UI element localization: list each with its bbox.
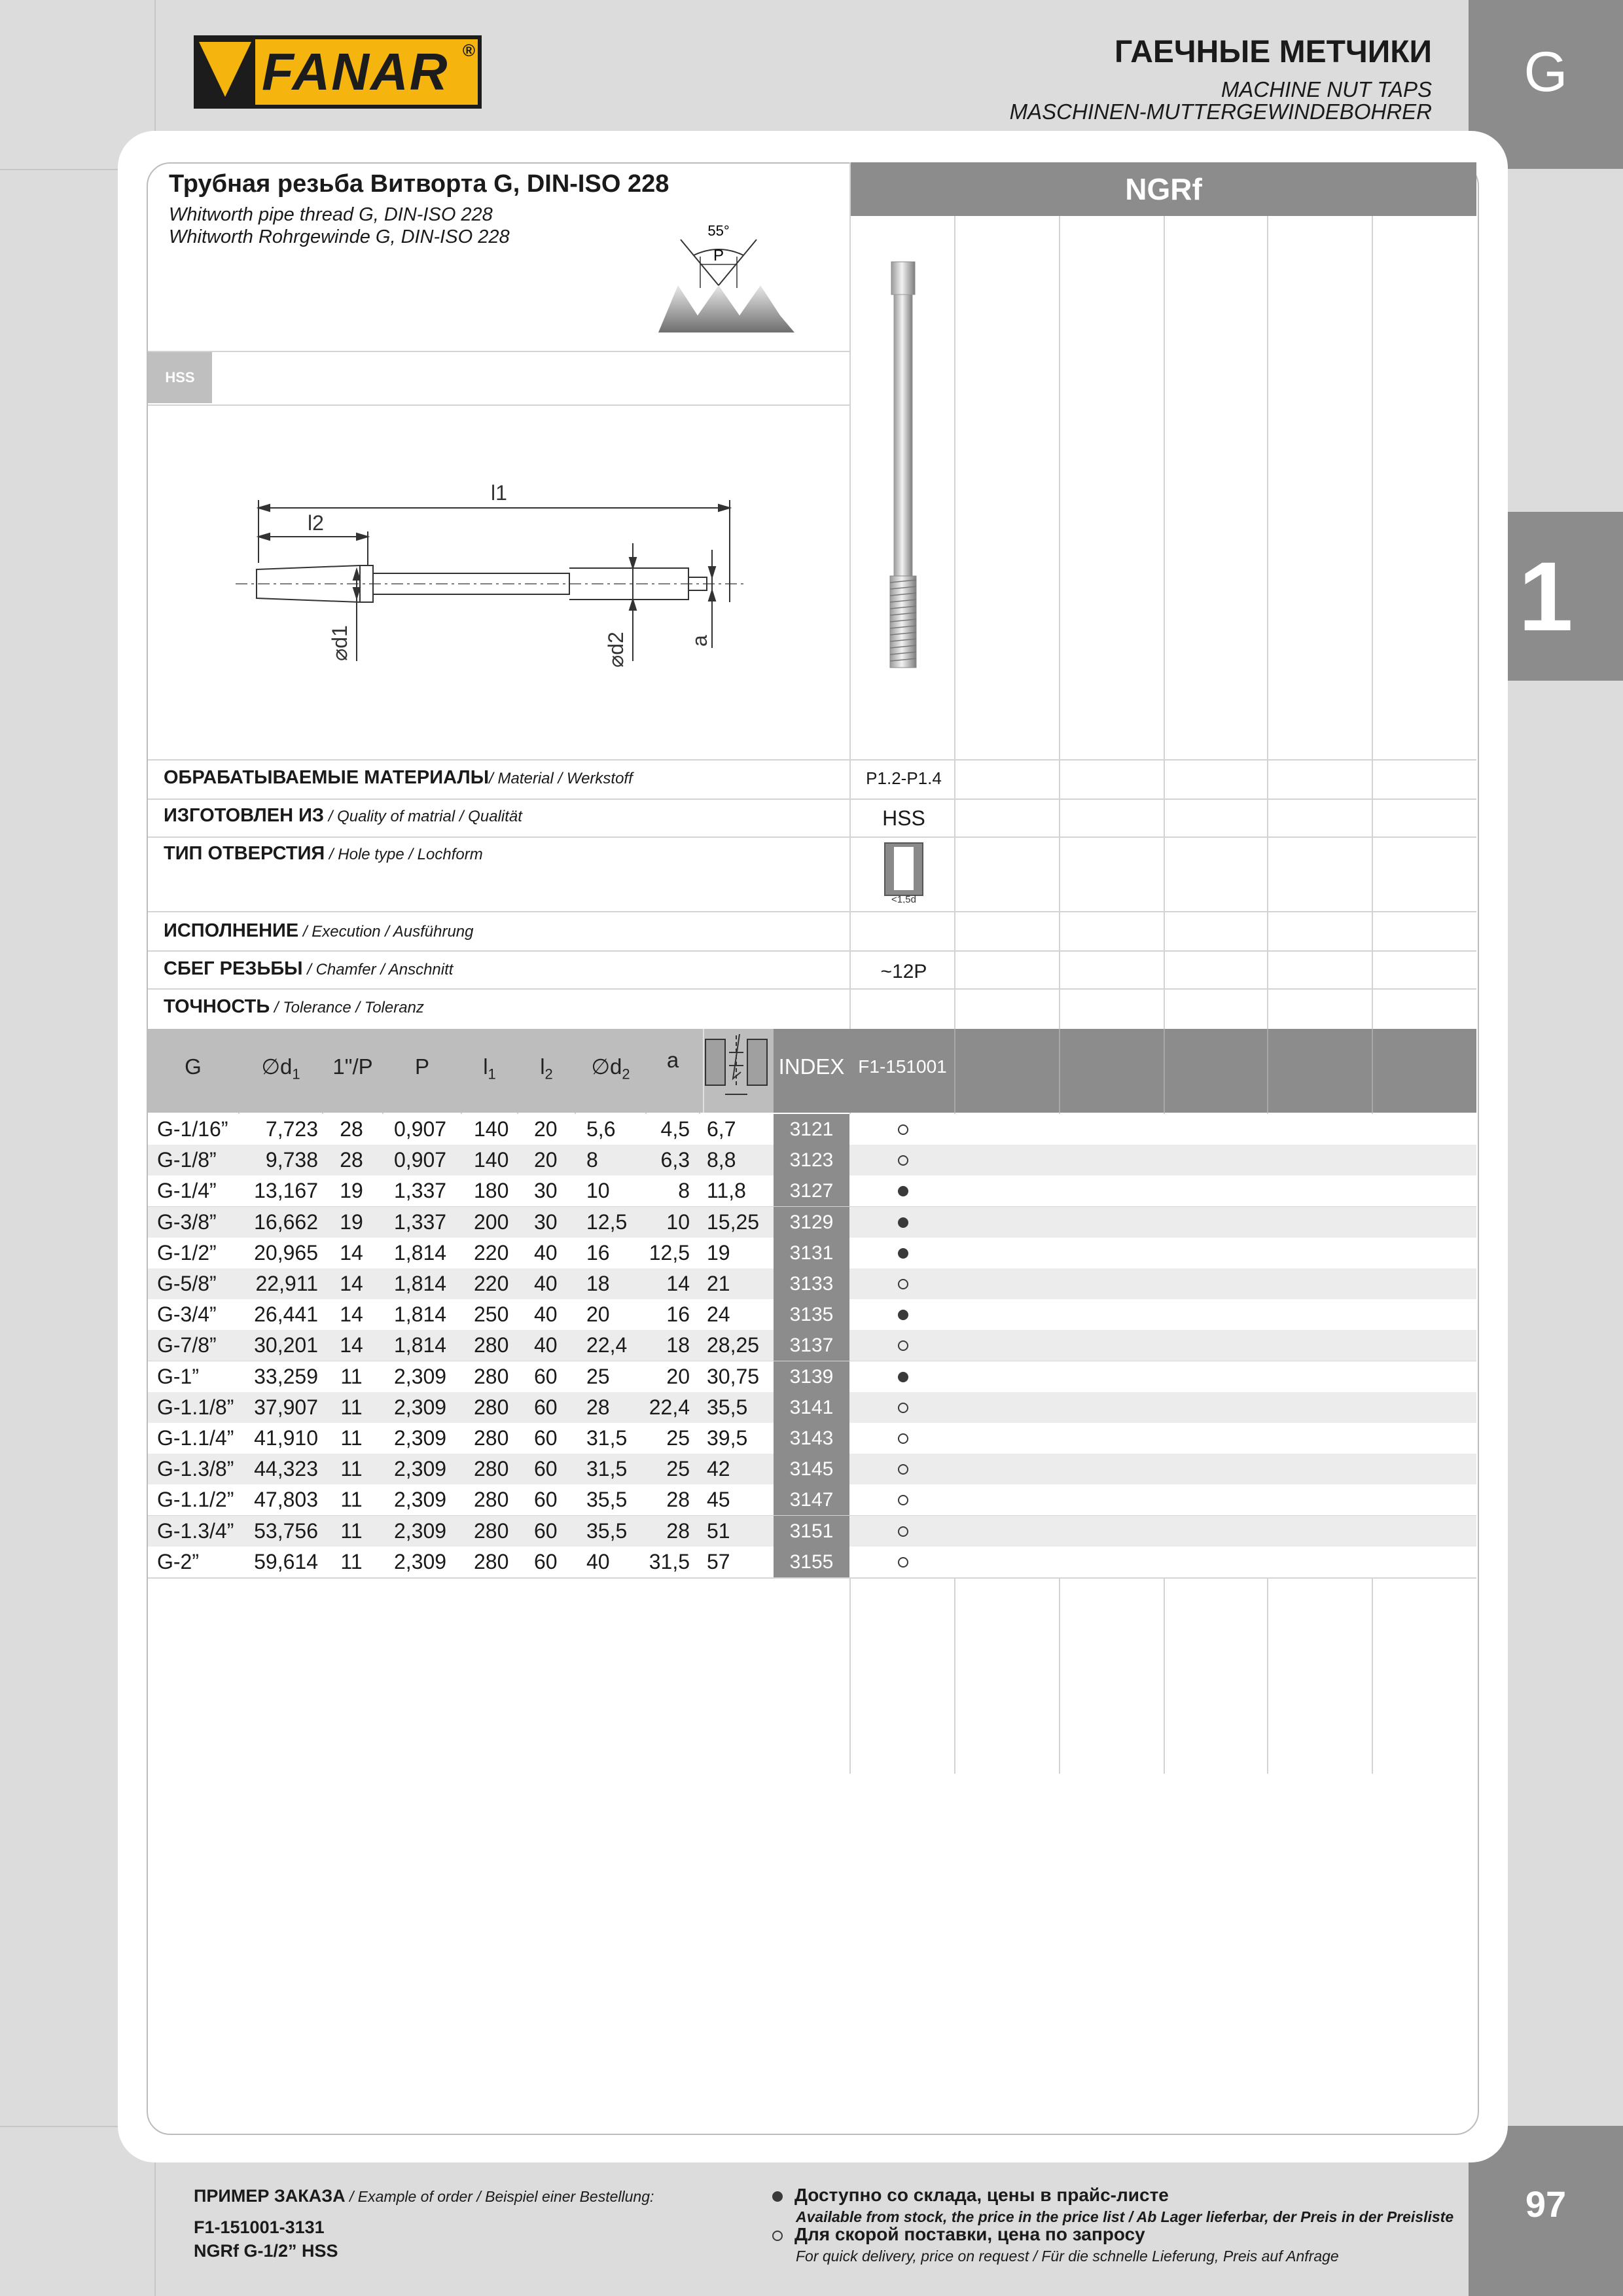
cell-l1: 200 (474, 1210, 509, 1234)
cell-l2: 20 (534, 1117, 558, 1141)
property-chamfer: СБЕГ РЕЗЬБЫ / Chamfer / Anschnitt (164, 958, 454, 979)
thread-depth-icon (702, 1033, 771, 1105)
order-example-desc: NGRf G-1/2” HSS (194, 2241, 338, 2261)
on-request-icon (898, 1526, 908, 1537)
property-tolerance: ТОЧНОСТЬ / Tolerance / Toleranz (164, 996, 424, 1017)
cell-tpi: 28 (340, 1117, 363, 1141)
cell-g: G-2” (157, 1549, 199, 1573)
col-l2: $l_2$ (540, 1054, 553, 1083)
cell-index: 3137 (774, 1330, 849, 1361)
cell-a: 18 (666, 1333, 690, 1357)
cell-index: 3123 (774, 1145, 849, 1175)
thread-angle: 55° (707, 223, 730, 239)
cell-a: 22,4 (649, 1395, 690, 1419)
cell-a: 28 (666, 1518, 690, 1543)
brand-logo (194, 35, 482, 109)
cell-tpi: 14 (340, 1302, 363, 1327)
cell-depth: 11,8 (707, 1179, 746, 1203)
cell-g: G-1.1/4” (157, 1426, 234, 1450)
cell-index: 3143 (774, 1423, 849, 1454)
cell-l2: 40 (534, 1333, 558, 1357)
in-stock-icon (898, 1248, 908, 1259)
cell-d2: 40 (586, 1549, 610, 1573)
registered-mark: ® (462, 41, 475, 60)
cell-tpi: 14 (340, 1272, 363, 1295)
cell-tpi: 28 (340, 1148, 363, 1172)
cell-d2: 28 (586, 1395, 610, 1419)
tap-product-image (877, 255, 929, 700)
cell-g: G-1/4” (157, 1179, 217, 1203)
cell-l2: 60 (534, 1518, 558, 1543)
cell-index: 3147 (774, 1484, 849, 1515)
cell-a: 25 (666, 1426, 690, 1450)
cell-depth: 51 (707, 1518, 730, 1543)
cell-d2: 16 (586, 1240, 610, 1265)
cell-index: 3129 (774, 1207, 849, 1238)
cell-g: G-1/2” (157, 1240, 217, 1265)
request-legend: Для скорой поставки, цена по запросу (794, 2224, 1145, 2244)
cell-a: 31,5 (649, 1549, 690, 1573)
property-material: ОБРАБАТЫВАЕМЫЕ МАТЕРИАЛЫ/ Material / Werkstoff (164, 767, 633, 788)
cell-depth: 42 (707, 1457, 730, 1481)
stock-dot-icon (772, 2191, 783, 2202)
cell-d1: 20,965 (254, 1240, 318, 1265)
cell-index: 3121 (774, 1114, 849, 1145)
cell-p: 2,309 (394, 1457, 447, 1481)
cell-d1: 16,662 (254, 1210, 318, 1234)
col-a: a (666, 1048, 679, 1072)
cell-a: 8 (678, 1179, 690, 1203)
cell-d2: 31,5 (586, 1457, 628, 1481)
cell-l2: 60 (534, 1549, 558, 1573)
cell-d1: 44,323 (254, 1457, 318, 1481)
cell-index: 3145 (774, 1454, 849, 1484)
cell-tpi: 14 (340, 1333, 363, 1357)
cell-l1: 280 (474, 1333, 509, 1357)
cell-g: G-1/8” (157, 1148, 217, 1172)
cell-depth: 24 (707, 1302, 730, 1327)
thread-profile-diagram (648, 217, 805, 335)
cell-l1: 220 (474, 1240, 509, 1265)
cell-depth: 30,75 (707, 1364, 760, 1388)
dim-l1: l1 (491, 481, 507, 505)
cell-l1: 280 (474, 1518, 509, 1543)
cell-p: 2,309 (394, 1518, 447, 1543)
on-request-icon (898, 1279, 908, 1289)
cell-l2: 30 (534, 1179, 558, 1203)
cell-l1: 220 (474, 1272, 509, 1295)
cell-d1: 33,259 (254, 1364, 318, 1388)
cell-d2: 22,4 (586, 1333, 628, 1357)
cell-d2: 5,6 (586, 1117, 616, 1141)
material-badge: HSS (148, 352, 212, 403)
cell-tpi: 11 (340, 1488, 363, 1512)
dim-d1: ⌀d1 (328, 625, 351, 661)
brand-name: FANAR (262, 43, 449, 101)
cell-depth: 45 (707, 1488, 730, 1512)
cell-l1: 180 (474, 1179, 509, 1203)
quality-value: HSS (882, 806, 925, 830)
cell-tpi: 19 (340, 1179, 363, 1203)
cell-l2: 40 (534, 1240, 558, 1265)
chapter-tab: 1 (1469, 512, 1623, 681)
cell-l2: 40 (534, 1302, 558, 1327)
cell-d1: 47,803 (254, 1488, 318, 1512)
cell-tpi: 11 (340, 1518, 363, 1543)
cell-g: G-3/8” (157, 1210, 217, 1234)
cell-d2: 31,5 (586, 1426, 628, 1450)
cell-d1: 22,911 (255, 1272, 318, 1295)
cell-p: 2,309 (394, 1426, 447, 1450)
product-title-de: Whitworth Rohrgewinde G, DIN-ISO 228 (169, 226, 510, 247)
cell-g: G-5/8” (157, 1272, 217, 1295)
cell-a: 4,5 (660, 1117, 690, 1141)
property-hole-type: ТИП ОТВЕРСТИЯ / Hole type / Lochform (164, 843, 483, 864)
on-request-icon (898, 1557, 908, 1568)
cell-d1: 9,738 (265, 1148, 318, 1172)
cell-index: 3127 (774, 1175, 849, 1206)
col-g: G (185, 1054, 202, 1079)
page-title-de: MASCHINEN-MUTTERGEWINDEBOHRER (1009, 99, 1432, 124)
stock-legend: Доступно со склада, цены в прайс-листе (794, 2185, 1169, 2205)
cell-l1: 250 (474, 1302, 509, 1327)
cell-l1: 280 (474, 1364, 509, 1388)
hole-depth-label: <1,5d (891, 894, 916, 903)
cell-p: 1,814 (394, 1302, 447, 1327)
cell-g: G-1.1/8” (157, 1395, 234, 1419)
cell-d1: 59,614 (254, 1549, 318, 1573)
cell-tpi: 11 (340, 1457, 363, 1481)
col-tpi: 1"/P (332, 1054, 373, 1079)
cell-l2: 40 (534, 1272, 558, 1295)
cell-d2: 12,5 (586, 1210, 628, 1234)
property-execution: ИСПОЛНЕНИЕ / Execution / Ausführung (164, 920, 474, 941)
cell-p: 1,337 (394, 1210, 447, 1234)
cell-l2: 60 (534, 1488, 558, 1512)
product-title: Трубная резьба Витворта G, DIN-ISO 228 (169, 170, 669, 198)
cell-a: 25 (666, 1457, 690, 1481)
cell-index: 3131 (774, 1238, 849, 1268)
cell-l1: 140 (474, 1117, 509, 1141)
cell-d2: 8 (586, 1148, 598, 1172)
cell-a: 10 (666, 1210, 690, 1234)
cell-d2: 10 (586, 1179, 610, 1203)
col-d2: $\emptyset d_2$ (591, 1054, 630, 1083)
cell-d1: 41,910 (254, 1426, 318, 1450)
cell-tpi: 11 (340, 1426, 363, 1450)
cell-depth: 35,5 (707, 1395, 748, 1419)
chamfer-value: ~12P (880, 961, 927, 982)
cell-p: 0,907 (394, 1148, 447, 1172)
cell-tpi: 19 (340, 1210, 363, 1234)
cell-p: 2,309 (394, 1364, 447, 1388)
cell-g: G-1.3/8” (157, 1457, 234, 1481)
logo-mark (199, 42, 251, 97)
cell-tpi: 11 (340, 1549, 363, 1573)
cell-d2: 25 (586, 1364, 610, 1388)
col-l1: $l_1$ (483, 1054, 496, 1083)
cell-g: G-3/4” (157, 1302, 217, 1327)
cell-a: 6,3 (660, 1148, 690, 1172)
cell-p: 1,814 (394, 1272, 447, 1295)
cell-l2: 60 (534, 1426, 558, 1450)
col-index: INDEX (778, 1054, 845, 1079)
cell-d1: 30,201 (254, 1333, 318, 1357)
tap-type-header: NGRf (851, 162, 1476, 216)
cell-l1: 280 (474, 1549, 509, 1573)
tap-dimension-drawing (223, 471, 759, 681)
cell-g: G-7/8” (157, 1333, 217, 1357)
cell-tpi: 11 (340, 1395, 363, 1419)
cell-p: 2,309 (394, 1395, 447, 1419)
cell-tpi: 14 (340, 1240, 363, 1265)
cell-d1: 13,167 (254, 1179, 318, 1203)
page-title-en: MACHINE NUT TAPS (1221, 77, 1432, 101)
page-title: ГАЕЧНЫЕ МЕТЧИКИ (1115, 35, 1432, 69)
cell-p: 1,337 (394, 1179, 447, 1203)
cell-a: 28 (666, 1488, 690, 1512)
cell-g: G-1/16” (157, 1117, 228, 1141)
page-number: 97 (1469, 2126, 1623, 2296)
dim-a: a (688, 635, 711, 647)
cell-p: 2,309 (394, 1488, 447, 1512)
cell-index: 3155 (774, 1547, 849, 1577)
cell-depth: 15,25 (707, 1210, 760, 1234)
cell-d2: 35,5 (586, 1488, 628, 1512)
cell-l2: 20 (534, 1148, 558, 1172)
cell-index: 3141 (774, 1392, 849, 1423)
in-stock-icon (898, 1217, 908, 1228)
request-circle-icon (772, 2231, 783, 2241)
cell-depth: 57 (707, 1549, 730, 1573)
cell-d2: 18 (586, 1272, 610, 1295)
cell-p: 1,814 (394, 1333, 447, 1357)
product-title-en: Whitworth pipe thread G, DIN-ISO 228 (169, 204, 493, 225)
cell-l2: 60 (534, 1364, 558, 1388)
material-value: P1.2-P1.4 (866, 768, 942, 788)
cell-d1: 7,723 (265, 1117, 318, 1141)
cell-index: 3133 (774, 1268, 849, 1299)
cell-depth: 19 (707, 1240, 730, 1265)
cell-l1: 280 (474, 1395, 509, 1419)
cell-a: 12,5 (649, 1240, 690, 1265)
cell-index: 3139 (774, 1361, 849, 1392)
on-request-icon (898, 1124, 908, 1135)
cell-l2: 60 (534, 1395, 558, 1419)
cell-d2: 35,5 (586, 1518, 628, 1543)
cell-l1: 280 (474, 1426, 509, 1450)
dim-d2: ⌀d2 (604, 632, 628, 668)
cell-d1: 53,756 (254, 1518, 318, 1543)
cell-tpi: 11 (340, 1364, 363, 1388)
cell-depth: 21 (707, 1272, 730, 1295)
cell-depth: 39,5 (707, 1426, 748, 1450)
cell-depth: 8,8 (707, 1148, 736, 1172)
property-quality: ИЗГОТОВЛЕН ИЗ / Quality of matrial / Qualität (164, 805, 522, 826)
cell-p: 2,309 (394, 1549, 447, 1573)
col-d1: $\emptyset d_1$ (261, 1054, 300, 1083)
order-example-code: F1-151001-3131 (194, 2217, 325, 2237)
on-request-icon (898, 1403, 908, 1413)
col-article: F1-151001 (858, 1056, 947, 1077)
order-example-label: ПРИМЕР ЗАКАЗА / Example of order / Beispiel einer Bestellung: (194, 2186, 654, 2206)
cell-d1: 26,441 (254, 1302, 318, 1327)
cell-a: 20 (666, 1364, 690, 1388)
dim-l2: l2 (308, 511, 324, 535)
cell-g: G-1.1/2” (157, 1488, 234, 1512)
cell-depth: 28,25 (707, 1333, 760, 1357)
cell-l2: 60 (534, 1457, 558, 1481)
blind-hole-icon (882, 842, 925, 903)
in-stock-icon (898, 1372, 908, 1382)
cell-l1: 280 (474, 1488, 509, 1512)
cell-l1: 280 (474, 1457, 509, 1481)
cell-a: 14 (666, 1272, 690, 1295)
cell-g: G-1” (157, 1364, 199, 1388)
on-request-icon (898, 1433, 908, 1444)
cell-index: 3151 (774, 1516, 849, 1547)
cell-index: 3135 (774, 1299, 849, 1330)
cell-depth: 6,7 (707, 1117, 736, 1141)
thread-pitch: P (713, 247, 724, 264)
request-legend-sub: For quick delivery, price on request / Für die schnelle Lieferung, Preis auf Anfrage (796, 2248, 1339, 2265)
cell-g: G-1.3/4” (157, 1518, 234, 1543)
cell-d2: 20 (586, 1302, 610, 1327)
cell-p: 1,814 (394, 1240, 447, 1265)
cell-p: 0,907 (394, 1117, 447, 1141)
col-p: P (414, 1054, 429, 1079)
section-tab: G (1469, 0, 1623, 169)
cell-l2: 30 (534, 1210, 558, 1234)
cell-l1: 140 (474, 1148, 509, 1172)
stock-legend-sub: Available from stock, the price in the price list / Ab Lager lieferbar, der Preis in der Preisliste (796, 2208, 1454, 2225)
cell-a: 16 (666, 1302, 690, 1327)
cell-d1: 37,907 (254, 1395, 318, 1419)
